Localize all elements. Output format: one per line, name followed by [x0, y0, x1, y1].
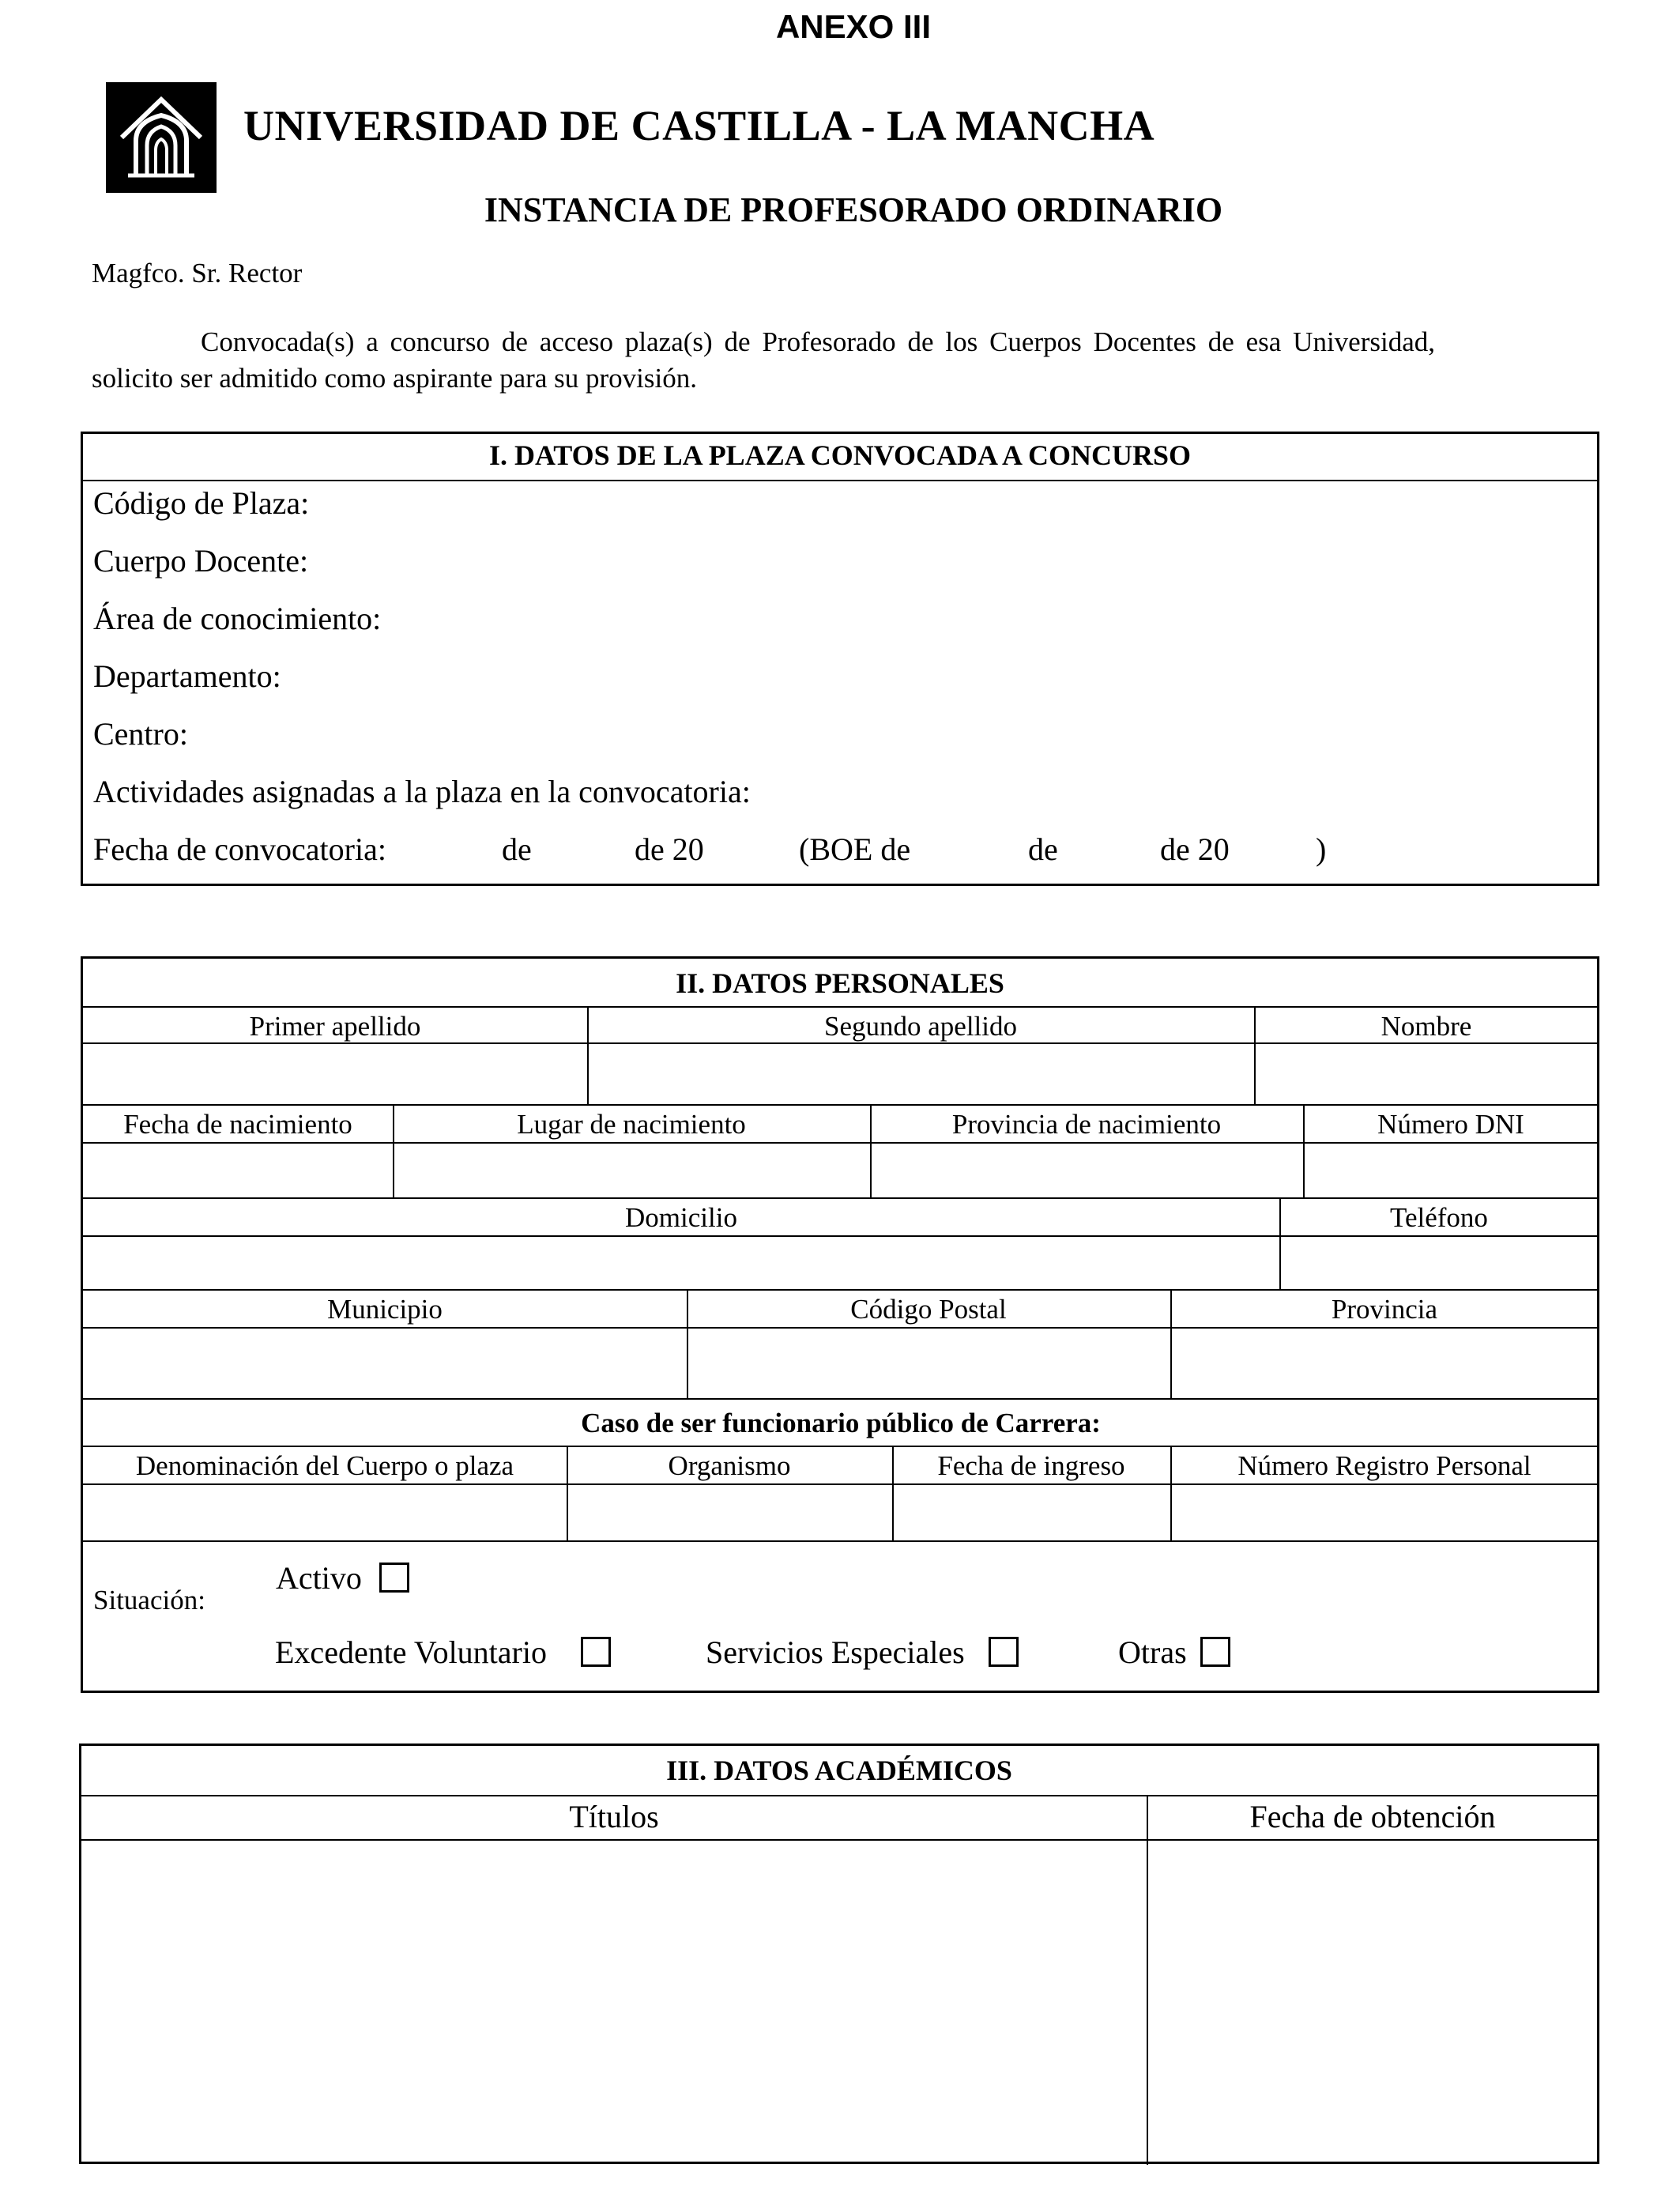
section-2-title: II. DATOS PERSONALES	[676, 967, 1004, 999]
divider	[83, 1235, 1597, 1237]
divider	[83, 480, 1597, 481]
area-conocimiento-label: Área de conocimiento:	[93, 601, 382, 636]
boe-de: (BOE de	[799, 831, 911, 867]
fecha-convocatoria-label: Fecha de convocatoria:	[93, 831, 386, 867]
divider	[83, 1197, 1597, 1199]
codigo-plaza-label: Código de Plaza:	[93, 485, 310, 521]
section-2-personales	[81, 956, 1599, 1693]
divider	[83, 1398, 1597, 1400]
fecha-de20-1: de 20	[635, 831, 704, 867]
intro-text: Convocada(s) a concurso de acceso plaza(s) de Profesorado de los Cuerpos Docentes de esa Universidad, solicito ser admitido como aspirante para su provisión.	[92, 326, 1435, 394]
actividades-label: Actividades asignadas a la plaza en la convocatoria:	[93, 774, 751, 809]
divider	[83, 1104, 1597, 1106]
divider	[81, 1839, 1597, 1841]
servicios-especiales-label: Servicios Especiales	[706, 1634, 965, 1670]
section-1-plaza	[81, 432, 1599, 886]
boe-close: )	[1316, 831, 1327, 867]
divider	[83, 1289, 1597, 1291]
intro-paragraph	[92, 324, 1435, 397]
centro-label: Centro:	[93, 716, 188, 752]
organismo-label: Organismo	[668, 1450, 791, 1481]
divider	[83, 1006, 1597, 1008]
segundo-apellido-label: Segundo apellido	[824, 1011, 1017, 1042]
divider	[83, 1483, 1597, 1485]
boe-de-2: de	[1028, 831, 1058, 867]
section-1-title: I. DATOS DE LA PLAZA CONVOCADA A CONCURSO	[488, 439, 1192, 471]
divider	[81, 1795, 1597, 1796]
fecha-nacimiento-label: Fecha de nacimiento	[123, 1109, 352, 1140]
codigo-postal-label: Código Postal	[850, 1294, 1007, 1325]
situacion-label: Situación:	[93, 1585, 205, 1615]
funcionario-title: Caso de ser funcionario público de Carrera:	[581, 1408, 1101, 1438]
section-3-academicos	[79, 1744, 1599, 2164]
university-logo	[106, 82, 217, 193]
otras-label: Otras	[1118, 1634, 1187, 1670]
annex-label: ANEXO III	[775, 8, 932, 45]
primer-apellido-label: Primer apellido	[249, 1011, 421, 1042]
divider	[83, 1042, 1597, 1044]
salutation: Magfco. Sr. Rector	[92, 258, 303, 288]
activo-label: Activo	[276, 1560, 362, 1596]
divider	[83, 1540, 1597, 1542]
domicilio-label: Domicilio	[625, 1202, 737, 1233]
provincia-nacimiento-label: Provincia de nacimiento	[951, 1109, 1222, 1140]
municipio-label: Municipio	[327, 1294, 443, 1325]
excedente-voluntario-checkbox[interactable]	[581, 1637, 611, 1667]
departamento-label: Departamento:	[93, 658, 281, 694]
boe-de20: de 20	[1160, 831, 1230, 867]
numero-dni-label: Número DNI	[1377, 1109, 1524, 1140]
divider	[83, 1327, 1597, 1329]
telefono-label: Teléfono	[1390, 1202, 1488, 1233]
excedente-voluntario-label: Excedente Voluntario	[275, 1634, 547, 1670]
servicios-especiales-checkbox[interactable]	[989, 1637, 1019, 1667]
divider	[83, 1446, 1597, 1447]
otras-checkbox[interactable]	[1200, 1637, 1230, 1667]
lugar-nacimiento-label: Lugar de nacimiento	[517, 1109, 746, 1140]
form-title: INSTANCIA DE PROFESORADO ORDINARIO	[484, 190, 1223, 229]
fecha-de-1: de	[502, 831, 532, 867]
titulos-label: Títulos	[569, 1799, 659, 1834]
divider	[83, 1142, 1597, 1144]
university-name: UNIVERSIDAD DE CASTILLA - LA MANCHA	[243, 102, 1155, 149]
provincia-label: Provincia	[1331, 1294, 1438, 1325]
fecha-ingreso-label: Fecha de ingreso	[937, 1450, 1125, 1481]
fecha-obtencion-label: Fecha de obtención	[1249, 1799, 1496, 1834]
nombre-label: Nombre	[1381, 1011, 1472, 1042]
cuerpo-docente-label: Cuerpo Docente:	[93, 543, 309, 579]
activo-checkbox[interactable]	[379, 1563, 409, 1593]
section-3-title: III. DATOS ACADÉMICOS	[666, 1755, 1012, 1786]
denominacion-cuerpo-label: Denominación del Cuerpo o plaza	[135, 1450, 514, 1481]
numero-registro-label: Número Registro Personal	[1237, 1450, 1531, 1481]
divider	[1147, 1795, 1148, 2165]
